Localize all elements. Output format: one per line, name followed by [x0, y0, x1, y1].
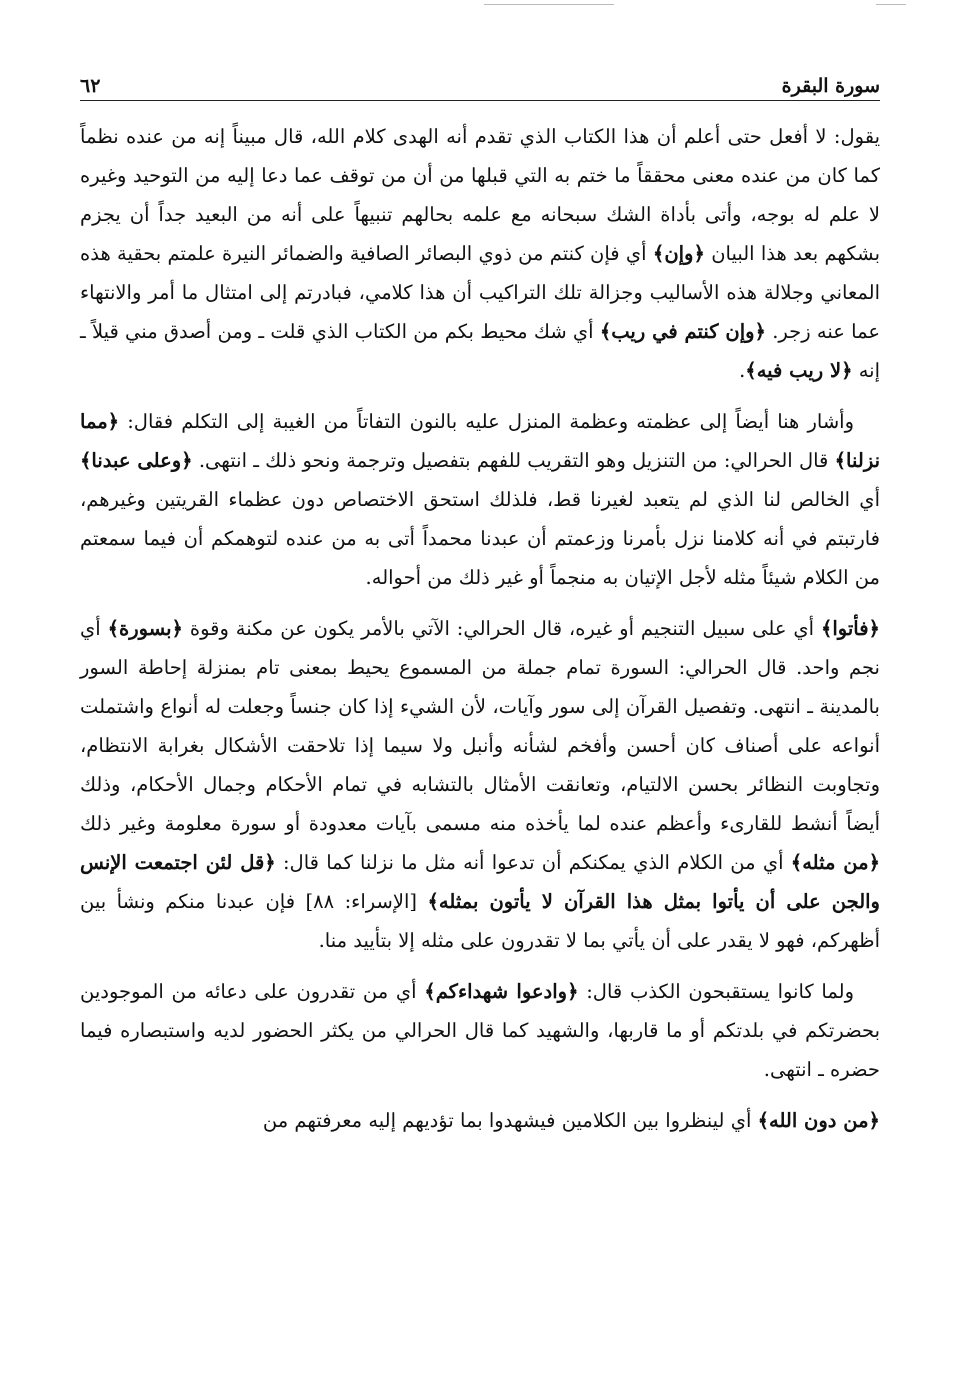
surah-title: سورة البقرة — [781, 75, 880, 97]
text-run: أي نجم واحد. قال الحرالي: السورة تمام جملة من المسموع يحيط بمعنى تام بمنزلة إحاطة السور بالمدينة ـ انتهى. وتفصيل القرآن إلى سور وآيات، لأن الشيء إذا كان جنساً وجعلت له أنواع واشتملت أنواعه على أصناف كان أحسن وأفخم لشأنه وأنبل ولا سيما إذا تلاحقت الأشكال بغرابة الانتظام، وتجاوبت النظائر بحسن الالتيام، وتعانقت الأمثال بالتشابه في تمام الأحكام وجمال الأحكام، وذلك أيضاً أنشط للقارىء وأعظم عنده لما يأخذه منه مسمى بآيات معدودة أو سورة معلومة وغير ذلك — [80, 617, 880, 835]
quran-quote: ﴿من دون الله﴾ — [757, 1109, 880, 1132]
paragraph-text — [80, 402, 880, 597]
paragraph-5 — [80, 1101, 880, 1140]
text-run: أي من تقدرون على دعائه من الموجودين بحضرتكم في بلدتكم أو ما قاربها، والشهيد كما قال الحرالي من يكثر الحضور لديه واستبصاره فيما حضره ـ انتهى. — [80, 980, 880, 1081]
text-run: . — [739, 359, 746, 382]
quran-quote: ﴿مما نزلنا﴾ — [80, 410, 881, 472]
quran-quote: ﴿فأتوا﴾ — [820, 617, 880, 640]
quran-quote: ﴿وعلى عبدنا﴾ — [80, 449, 193, 472]
text-run: أي فإن كنتم من ذوي البصائر الصافية والضمائر النيرة علمتم بحقية هذه المعاني وجلالة هذه الأساليب وجزالة تلك التراكيب أن هذا كلامي، فبادرتم إلى امتثال ما أمر والانتهاء عما عنه زجر. — [80, 242, 880, 343]
page-number: ٦٢ — [80, 75, 101, 97]
text-run: أي لينظروا بين الكلامين فيشهدوا بما تؤديهم إليه معرفتهم من — [262, 1109, 758, 1132]
paragraph-text — [80, 1101, 880, 1140]
text-run: أي الخالص لنا الذي لم يتعبد لغيرنا قط، فلذلك استحق الاختصاص دون عظماء القريتين وغيرهم، فارتبتم في أنه كلامنا نزل بأمرنا وزعمتم أن عبدنا محمداً أتى به من عنده لتوهمكم أن فيما سمعتم من الكلام شيئاً مثله لأجل الإتيان به منجماً أو غير ذلك من أحواله. — [80, 488, 880, 589]
page-header — [80, 60, 880, 101]
paragraph-3 — [80, 609, 880, 960]
quran-quote: ﴿وإن كنتم في ريب﴾ — [599, 320, 766, 343]
text-run: ولما كانوا يستقبحون الكذب قال: — [578, 980, 855, 1003]
paragraph-text — [80, 117, 880, 390]
quran-quote: ﴿من مثله﴾ — [790, 851, 881, 874]
paragraph-2 — [80, 402, 880, 597]
scan-edge-line-right — [876, 4, 906, 5]
scan-edge-line-left — [484, 4, 614, 5]
text-run: وأشار هنا أيضاً إلى عظمته وعظمة المنزل عليه بالنون التفاتاً من الغيبة إلى التكلم فقال: — [119, 410, 854, 433]
book-page — [80, 60, 880, 1152]
page-body — [80, 117, 880, 1140]
paragraph-1 — [80, 117, 880, 390]
text-run: قال الحرالي: من التنزيل وهو التقريب للفهم بتفصيل وترجمة ونحو ذلك ـ انتهى. — [192, 449, 835, 472]
text-run: أي شك محيط بكم من الكتاب الذي قلت ـ ومن أصدق مني قيلاً ـ إنه — [80, 320, 880, 382]
paragraph-text — [80, 972, 880, 1089]
quran-quote: ﴿لا ريب فيه﴾ — [745, 359, 853, 382]
paragraph-4 — [80, 972, 880, 1089]
text-run: أي من الكلام الذي يمكنكم أن تدعوا أنه مثل ما نزلنا كما قال: — [275, 851, 791, 874]
quran-quote: ﴿وإن﴾ — [652, 242, 705, 265]
text-run: يقول: لا أفعل حتى أعلم أن هذا الكتاب الذي تقدم أنه الهدى كلام الله، قال مبيناً إنه من عنده نظماً كما كان من عنده معنى محققاً ما ختم به التي قبلها من أن من توقف عما دعا إليه من التوحيد وغيره لا علم له بوجه، وأتى بأداة الشك سبحانه مع علمه بحالهم تنبيهاً على أنه من البعيد جداً أن يجزم بشكهم بعد هذا البيان — [80, 125, 880, 265]
quran-quote: ﴿قل لئن اجتمعت الإنس والجن على أن يأتوا بمثل هذا القرآن لا يأتون بمثله﴾ — [80, 851, 880, 913]
paragraph-text — [80, 609, 880, 960]
text-run: [الإسراء: ٨٨] فإن عبدنا منكم ونشأ بين أظهركم، فهو لا يقدر على أن يأتي بما لا تقدرون على مثله إلا بتأييد منا. — [80, 890, 880, 952]
quran-quote: ﴿وادعوا شهداءكم﴾ — [424, 980, 579, 1003]
quran-quote: ﴿بسورة﴾ — [107, 617, 183, 640]
text-run: أي على سبيل التنجيم أو غيره، قال الحرالي: الآتي بالأمر يكون عن مكنة وقوة — [182, 617, 821, 640]
